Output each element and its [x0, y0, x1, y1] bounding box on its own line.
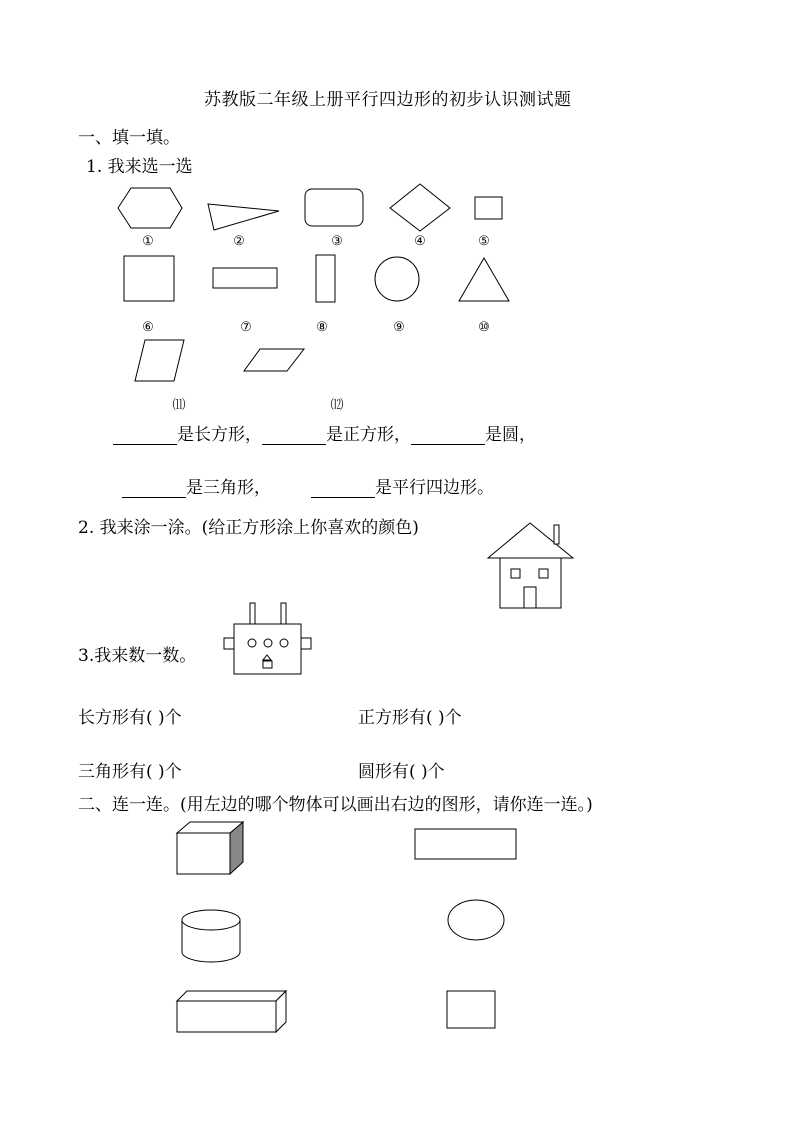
flat-circle[interactable] — [448, 900, 504, 940]
shape-number-1: ① — [142, 234, 154, 249]
shape-number-11: ⑾ — [172, 398, 186, 413]
question-2-label: 2. 我来涂一涂。(给正方形涂上你喜欢的颜色) — [78, 518, 419, 538]
shape-number-12: ⑿ — [330, 398, 344, 413]
shape-number-9: ⑨ — [393, 320, 405, 335]
shape-number-7: ⑦ — [240, 320, 252, 335]
page-title: 苏教版二年级上册平行四边形的初步认识测试题 — [204, 90, 572, 110]
flat-square[interactable] — [447, 991, 495, 1028]
shape-number-8: ⑧ — [316, 320, 328, 335]
question-1-label: 1. 我来选一选 — [86, 157, 193, 177]
shape-number-10: ⑩ — [478, 320, 490, 335]
parallelogram-fill-text: 是平行四边形。 — [375, 478, 494, 498]
solid-cylinder[interactable] — [182, 910, 240, 962]
square-fill-text: 是正方形， — [326, 425, 411, 445]
question-3-label: 3.我来数一数。 — [78, 646, 197, 666]
shape-number-4: ④ — [414, 234, 426, 249]
shape-number-5: ⑤ — [478, 234, 490, 249]
solid-cuboid[interactable] — [177, 991, 286, 1032]
shape-number-2: ② — [233, 234, 245, 249]
section-one-heading: 一、填一填。 — [78, 128, 180, 148]
solid-cube[interactable] — [177, 822, 243, 874]
circle-count-label: 圆形有( )个 — [358, 762, 445, 782]
shape-number-6: ⑥ — [142, 320, 154, 335]
rect-fill-text: 是长方形， — [177, 425, 262, 445]
circle-fill-text: 是圆， — [485, 425, 536, 445]
flat-rectangle[interactable] — [415, 829, 516, 859]
triangle-fill-text: 是三角形， — [186, 478, 271, 498]
square-count-label: 正方形有( )个 — [358, 708, 462, 728]
triangle-count-label: 三角形有( )个 — [78, 762, 182, 782]
shape-number-3: ③ — [331, 234, 343, 249]
section-two-heading: 二、连一连。(用左边的哪个物体可以画出右边的图形，请你连一连。) — [78, 795, 593, 815]
rect-count-label: 长方形有( )个 — [78, 708, 182, 728]
